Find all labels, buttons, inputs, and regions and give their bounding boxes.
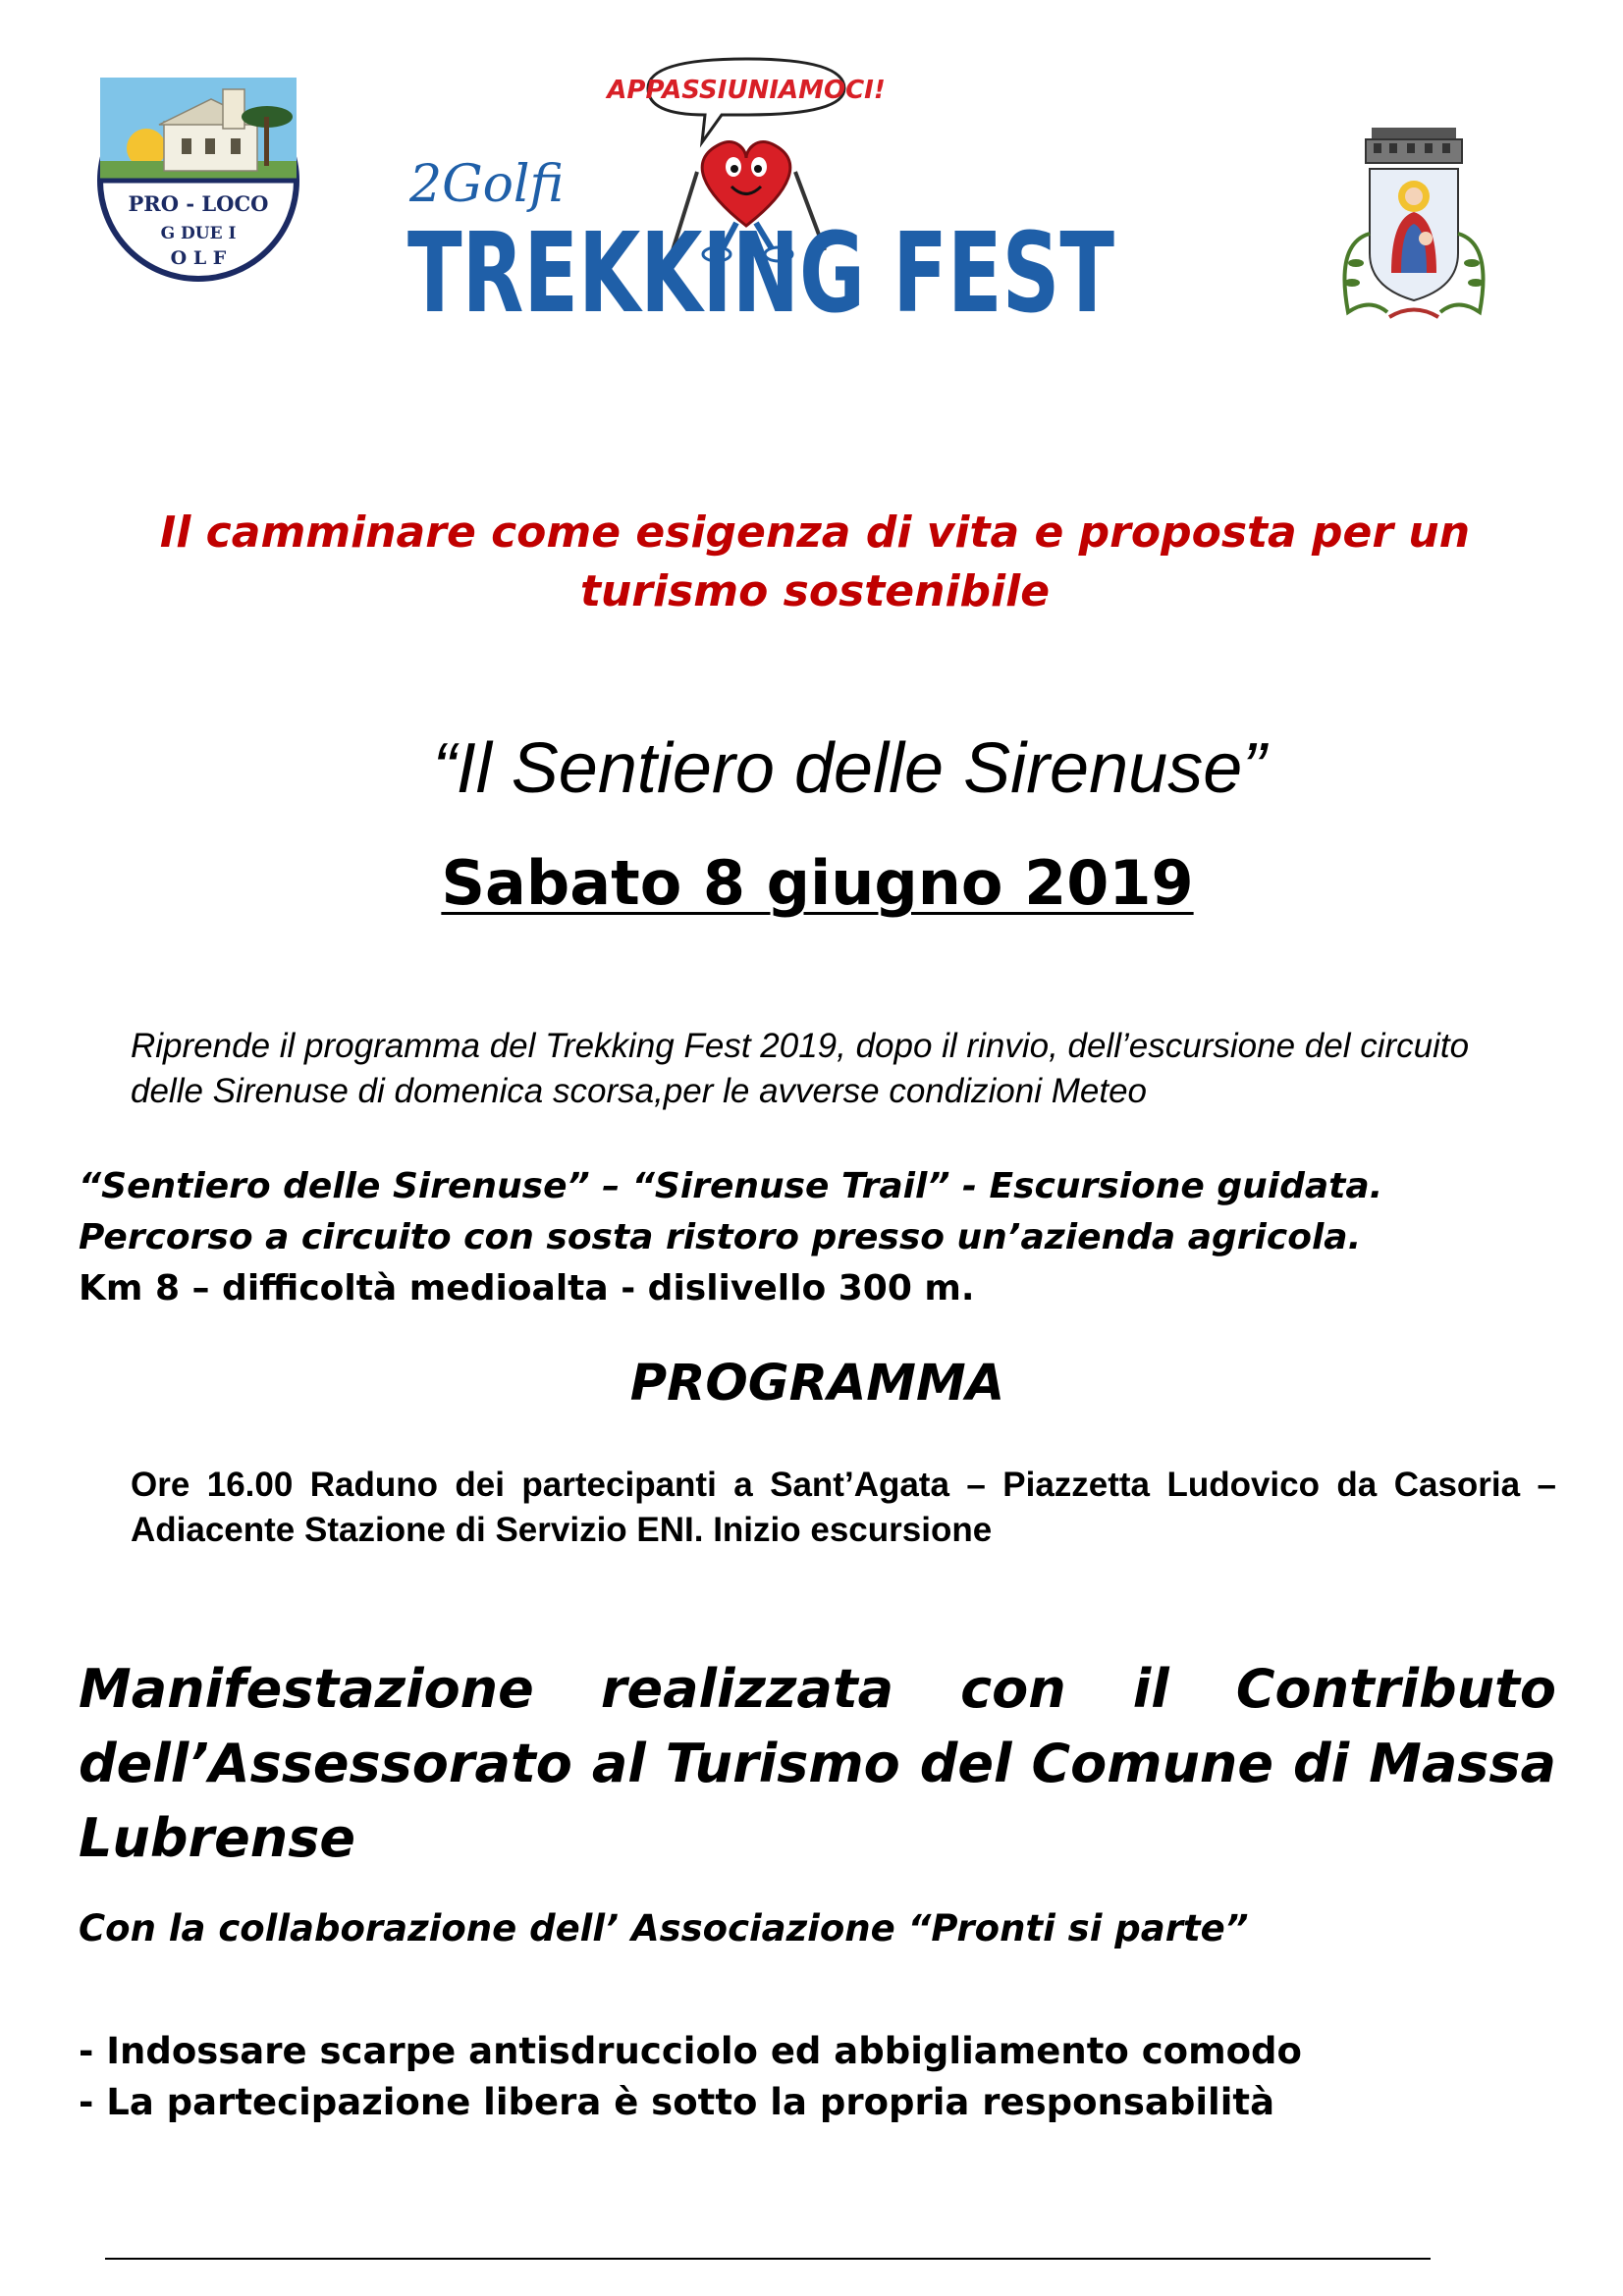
note-item: - Indossare scarpe antisdrucciolo ed abbigliamento comodo [79, 2030, 1302, 2072]
event-date: Sabato 8 giugno 2019 [441, 847, 1194, 919]
programma-heading: PROGRAMMA [629, 1355, 1005, 1413]
pro-loco-logo [95, 78, 301, 284]
event-title: “Il Sentiero delle Sirenuse” [432, 729, 1267, 808]
event-subtitle: Il camminare come esigenza di vita e proposta per un turismo sostenibile [159, 507, 1471, 616]
sponsor-statement: Manifestazione realizzata con il Contributo dell’Assessorato al Turismo del Comune di Massa Lubrense [79, 1658, 1556, 1869]
note-item: - La partecipazione libera è sotto la propria responsabilità [79, 2081, 1275, 2123]
description-line-1: “Sentiero delle Sirenuse” – “Sirenuse Trail” - Escursione guidata. [79, 1166, 1383, 1206]
description-line-2: Percorso a circuito con sosta ristoro presso un’azienda agricola. [79, 1217, 1362, 1257]
trekking-fest-wordmark: TREKKING FEST [407, 210, 1114, 338]
programma-text: Ore 16.00 Raduno dei partecipanti a Sant’Agata – Piazzetta Ludovico da Casoria – Adiacente Stazione di Servizio ENI. Inizio escursione [131, 1466, 1556, 1549]
trekking-badge-text: APPASSIUNIAMOCI! [607, 76, 886, 105]
pro-loco-line2: G DUE I [160, 224, 237, 243]
collaboration-note: Con la collaborazione dell’ Associazione “Pronti si parte” [79, 1907, 1249, 1949]
pro-loco-line3: O L F [170, 247, 227, 269]
pro-loco-line1: PRO - LOCO [128, 191, 269, 216]
intro-paragraph: Riprende il programma del Trekking Fest 2019, dopo il rinvio, dell’escursione del circuito delle Sirenuse di domenica scorsa,per le avverse condizioni Meteo [131, 1027, 1470, 1110]
notes-list [79, 2026, 1551, 2128]
bottom-divider [105, 2258, 1431, 2260]
trekking-script-text: 2Golfi [409, 155, 565, 214]
comune-crest-icon [1330, 126, 1497, 332]
description-block [79, 1161, 1581, 1314]
description-line-3: Km 8 – difficoltà medioalta - dislivello 300 m. [79, 1268, 975, 1308]
trekking-fest-logo [407, 54, 1119, 338]
